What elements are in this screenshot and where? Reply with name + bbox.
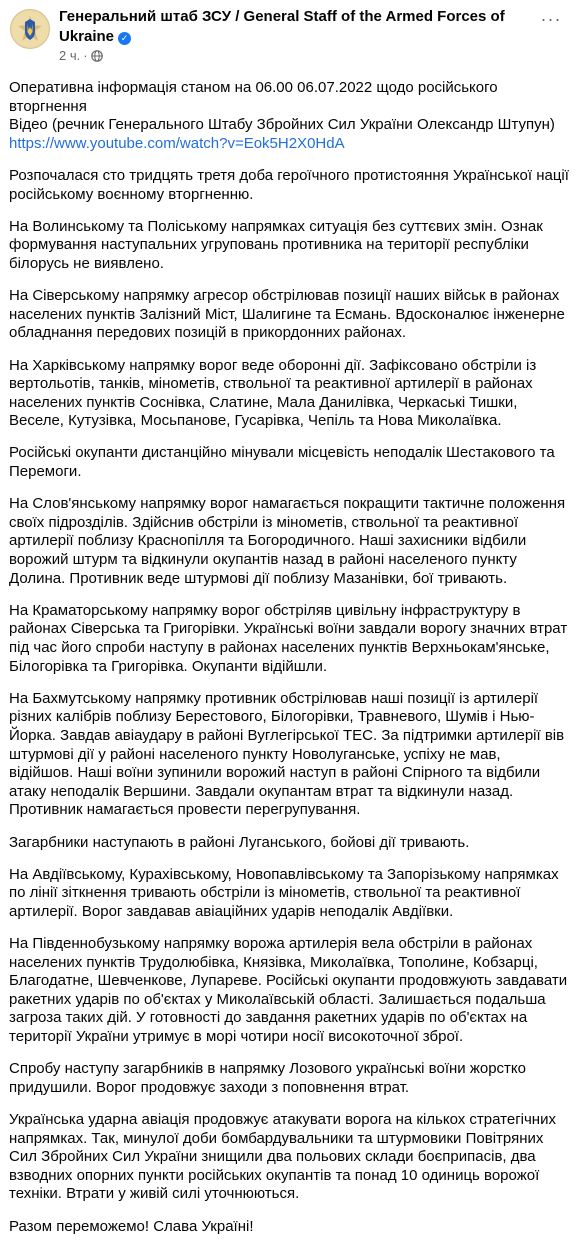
post-meta [59, 48, 103, 66]
post-paragraph: На Харківському напрямку ворог веде оборонні дії. Зафіксовано обстріли із вертольотів, танків, мінометів, ствольної та реактивної артилерії в районах населених пунктів Соснівка, Слатине, Мала Данилівка, Черкаські Тишки, Веселе, Кутузівка, Мосьпанове, Гусарівка, Чепіль та Нова Миколаївка. [9, 356, 537, 430]
page-name[interactable] [59, 7, 529, 47]
verified-badge-icon: ✓ [118, 32, 131, 45]
post-paragraph: На Слов'янському напрямку ворог намагається покращити тактичне положення своїх підрозділів. Здійснив обстріли із мінометів, ствольної та реактивної артилерії поблизу Краснопілля та Богородичного. Наші захисники відбили ворожий штурм та відкинули окупантів назад в районі населеного пункту Долина. Противник веде штурмові дії поблизу Мазанівки, бої тривають. [9, 495, 566, 587]
page-avatar[interactable] [10, 9, 50, 49]
more-options-icon[interactable]: ··· [540, 9, 562, 29]
post-paragraph: На Авдіївському, Курахівському, Новопавлівському та Запорізькому напрямках по лінії зіткнення тривають обстріли із мінометів, ствольної та реактивної артилерії. Ворог завдавав авіаційних ударів неподалік Авдіївки. [9, 865, 559, 920]
meta-separator: · [83, 48, 88, 63]
post-paragraph: На Південнобузькому напрямку ворожа артилерія вела обстріли в районах населених пунктів Трудолюбівка, Князівка, Миколаївка, Тополине, Кобзарці, Благодатне, Шевченкове, Лупареве. Російські окупанти продовжують завдавати ракетних ударів по об'єктах у Миколаївській області. Залишається подальша загроза таких дій. У готовності до завдання ракетних ударів по об'єктах на території України утримує в морі чотири носії високоточної зброї. [9, 935, 568, 1046]
post-video-caption: Відео (речник Генерального Штабу Збройних Сил України Олександр Штупун) [9, 116, 555, 134]
post-paragraph: Спробу наступу загарбників в напрямку Лозового українські воїни жорстко придушили. Ворог продовжує заходи з поповнення втрат. [9, 1060, 526, 1096]
post-paragraph: Загарбники наступають в районі Луганського, бойові дії тривають. [9, 833, 470, 851]
post-paragraph: Розпочалася сто тридцять третя доба героїчного протистояння Української нації російському воєнному вторгненню. [9, 166, 569, 203]
page-name-text[interactable]: Генеральний штаб ЗСУ / General Staff of the Armed Forces of Ukraine [59, 8, 505, 45]
youtube-link[interactable]: https://www.youtube.com/watch?v=Eok5H2X0HdA [9, 134, 345, 152]
globe-icon [91, 50, 103, 66]
post-header [0, 0, 579, 72]
post-paragraph: Російські окупанти дистанційно мінували місцевість неподалік Шестакового та Перемоги. [9, 444, 555, 481]
post-paragraph: Українська ударна авіація продовжує атакувати ворога на кількох стратегічних напрямках. Так, минулої доби бомбардувальники та штурмовики Повітряних Сил Збройних Сил України знищили два польових склади боєприпасів, два взводних опорних пункти російських окупантів та понад 10 одиниць ворожої техніки. Втрати у живій силі уточнюються. [9, 1111, 556, 1203]
post-paragraph: На Сіверському напрямку агресор обстрілював позиції наших військ в районах населених пунктів Залізний Міст, Шалигине та Есмань. Вдосконалює інженерне обладнання передових позицій в прикордонних районах. [9, 287, 565, 342]
post-paragraphs [9, 167, 569, 1236]
post-paragraph: На Бахмутському напрямку противник обстрілював наші позиції із артилерії різних калібрів поблизу Берестового, Білогорівки, Травневого, Шумів і Нью-Йорка. Завдав авіаудару в районі Вуглегірської ТЕС. За підтримки артилерії вів штурмові дії у районі населеного пункту Новолуганське, успіху не мав, відійшов. Наші воїни зупинили ворожий наступ в районі Спірного та відбили атаку неподалік Вершини. Завдали окупантам втрат та відкинули назад. Противник намагається провести перегрупування. [9, 689, 565, 819]
post-time[interactable]: 2 ч. [59, 48, 81, 63]
post-title: Оперативна інформація станом на 06.00 06.07.2022 щодо російського вторгнення [9, 79, 498, 115]
post-paragraph: На Волинському та Поліському напрямках ситуація без суттєвих змін. Ознак формування наступальних угруповань противника на території республіки білорусь не виявлено. [9, 217, 543, 272]
ukraine-armed-forces-emblem-icon [11, 10, 49, 48]
post-paragraph: Разом переможемо! Слава Україні! [9, 1217, 254, 1235]
post-paragraph: На Краматорському напрямку ворог обстріляв цивільну інфраструктуру в районах Сіверська та Григорівки. Українські воїни завдали ворогу значних втрат під час його спроби наступу в районах населених пунктів Верхньокам'янське, Білогорівка та Григорівка. Окупанти відійшли. [9, 601, 568, 675]
post-body [9, 79, 569, 1250]
